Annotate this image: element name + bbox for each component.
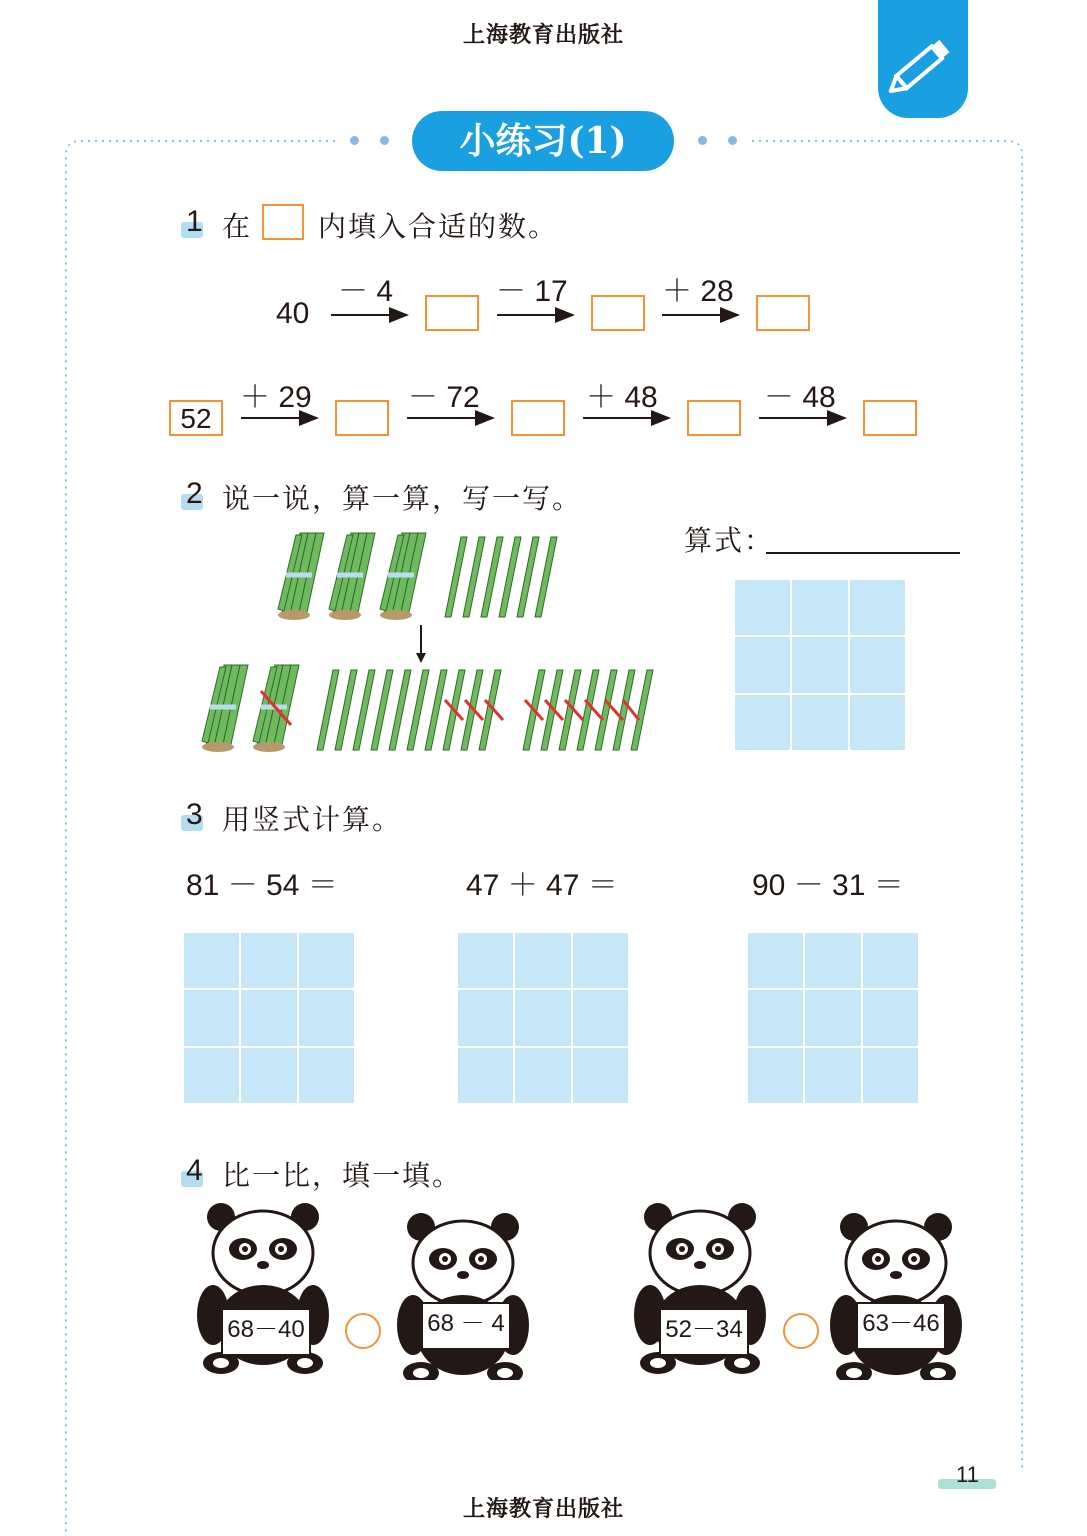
expression: 90 － 31 ＝ xyxy=(752,869,904,902)
chain-operation: － 17 xyxy=(496,275,568,308)
chain-operation: － 4 xyxy=(338,275,394,308)
chain-operation: － 48 xyxy=(764,381,836,414)
answer-grid[interactable] xyxy=(458,933,628,1103)
q1-text-before: 在 xyxy=(222,210,253,243)
q3-text: 用竖式计算。 xyxy=(222,803,403,836)
q1-text-after: 内填入合适的数。 xyxy=(318,210,559,243)
panda-card: 52－34 xyxy=(659,1308,749,1356)
q2-text: 说一说，算一算，写一写。 xyxy=(222,482,583,515)
chain-operation: － 72 xyxy=(408,381,480,414)
page-title: 小练习(1) xyxy=(412,111,674,171)
chain-operation: ＋ 28 xyxy=(662,275,734,308)
compare-circle[interactable] xyxy=(345,1313,381,1349)
panda-card: 68－40 xyxy=(221,1308,311,1356)
panda-card: 68 － 4 xyxy=(421,1302,511,1350)
expression: 47 ＋ 47 ＝ xyxy=(466,869,618,902)
answer-grid[interactable] xyxy=(748,933,918,1103)
formula-answer-line[interactable] xyxy=(766,552,960,554)
question-number: 2 xyxy=(186,477,203,510)
q4-text: 比一比，填一填。 xyxy=(222,1159,463,1192)
publisher-header: 上海教育出版社 xyxy=(462,23,624,48)
question-number: 4 xyxy=(186,1154,203,1187)
question-number: 3 xyxy=(186,798,203,831)
panda-card: 63－46 xyxy=(856,1302,946,1350)
expression: 81 － 54 ＝ xyxy=(186,869,338,902)
chain-start-value: 52 xyxy=(169,400,223,436)
chain-operation: ＋ 48 xyxy=(586,381,658,414)
pandas-illustration xyxy=(0,1200,1087,1380)
chain-operation: ＋ 29 xyxy=(240,381,312,414)
question-number: 1 xyxy=(186,205,203,238)
arrows-layer xyxy=(0,0,1087,460)
chain-start-value: 40 xyxy=(276,297,310,330)
answer-grid[interactable] xyxy=(184,933,354,1103)
answer-grid[interactable] xyxy=(735,580,905,750)
compare-circle[interactable] xyxy=(783,1313,819,1349)
sticks-illustration xyxy=(195,525,655,760)
page-number: 11 xyxy=(956,1462,979,1487)
formula-label: 算式： xyxy=(684,524,775,557)
publisher-footer: 上海教育出版社 xyxy=(462,1497,624,1522)
